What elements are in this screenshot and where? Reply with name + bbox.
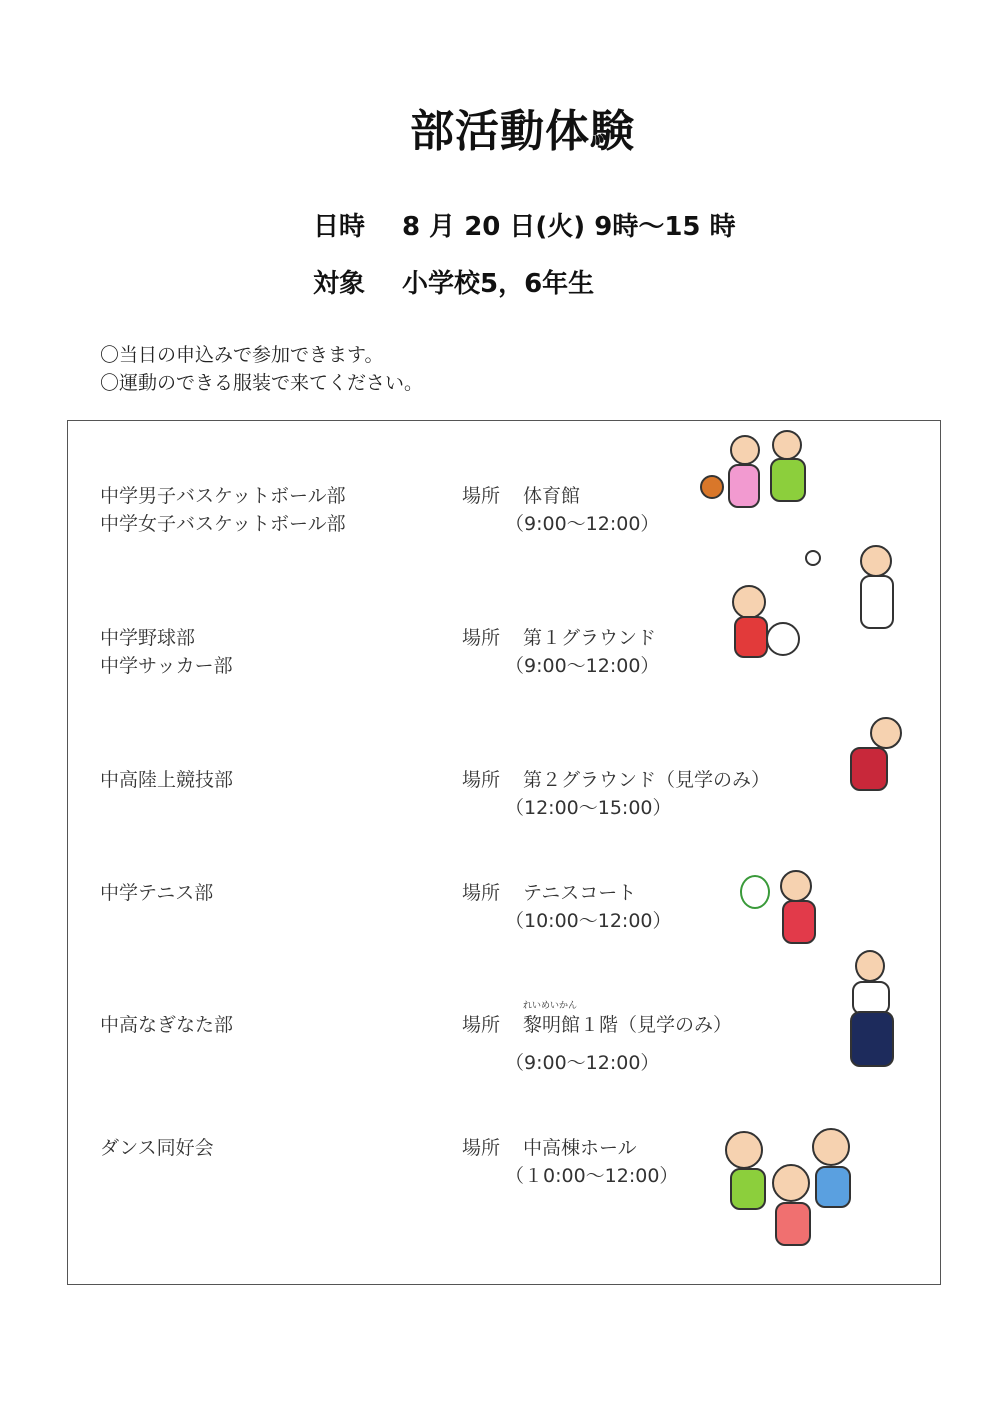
page-title: 部活動体験 xyxy=(410,106,635,157)
club-name: 中学サッカー部 xyxy=(100,655,233,677)
time: （9:00～12:00） xyxy=(505,655,660,677)
time: （10:00～12:00） xyxy=(505,910,672,932)
club-name: 中学テニス部 xyxy=(100,882,214,904)
place-label: 場所 xyxy=(462,882,501,904)
target-label: 対象 xyxy=(313,269,366,299)
time: （9:00～12:00） xyxy=(505,1052,660,1074)
place-name: 第１グラウンド xyxy=(523,627,657,649)
target-value: 小学校5，6年生 xyxy=(402,269,595,299)
ruby-reading: れいめいかん xyxy=(523,1001,578,1011)
note: 〇運動のできる服装で来てください。 xyxy=(100,372,424,394)
place-label: 場所 xyxy=(462,485,501,507)
time: （9:00～12:00） xyxy=(505,513,660,535)
place-name: 体育館 xyxy=(523,485,581,507)
club-name: 中学女子バスケットボール部 xyxy=(100,513,346,535)
naginata-illustration xyxy=(850,945,920,1070)
place-name: 中高棟ホール xyxy=(523,1137,637,1159)
soccer-illustration xyxy=(720,580,805,680)
time: （12:00～15:00） xyxy=(505,797,672,819)
dance-illustration xyxy=(720,1128,885,1273)
place-name: テニスコート xyxy=(523,882,637,904)
track-illustration xyxy=(820,715,910,810)
tennis-illustration xyxy=(740,855,855,960)
baseball-illustration xyxy=(800,520,915,640)
place-label: 場所 xyxy=(462,1137,501,1159)
place-label: 場所 xyxy=(462,769,501,791)
club-name: ダンス同好会 xyxy=(100,1137,214,1159)
place-name: 第２グラウンド（見学のみ） xyxy=(523,769,771,791)
note: 〇当日の申込みで参加できます。 xyxy=(100,344,384,366)
club-name: 中学男子バスケットボール部 xyxy=(100,485,346,507)
club-name: 中高陸上競技部 xyxy=(100,769,234,791)
place-label: 場所 xyxy=(462,1014,501,1036)
place-label: 場所 xyxy=(462,627,501,649)
place-name: 黎明館１階（見学のみ） xyxy=(523,1014,733,1036)
schedule-value: 8 月 20 日(火) 9時～15 時 xyxy=(402,212,736,242)
time: （１0:00～12:00） xyxy=(505,1165,679,1187)
club-name: 中高なぎなた部 xyxy=(100,1014,234,1036)
club-name: 中学野球部 xyxy=(100,627,196,649)
schedule-label: 日時 xyxy=(313,212,366,242)
